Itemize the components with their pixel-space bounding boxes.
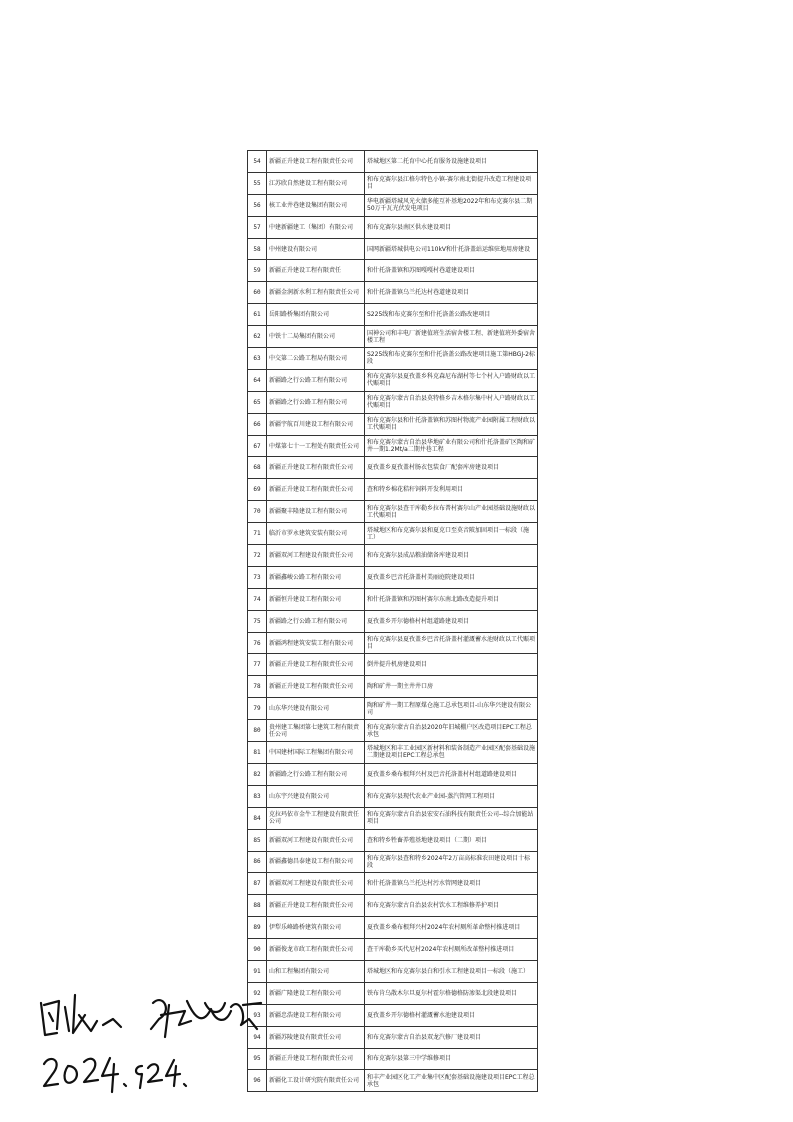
table-row: [248, 216, 538, 238]
company-name: 新疆正升建设工程有限责任公司: [267, 1048, 365, 1070]
table-row: [248, 194, 538, 216]
table-row: [248, 238, 538, 260]
project-name: 和布克赛尔县成品粮油储备库建设项目: [365, 545, 538, 567]
project-name: 和布克赛尔县查干库勒乡拉布普村赛尔山产业园基础设施财政以工代赈项目: [365, 501, 538, 523]
project-name: 和布克赛尔县江格尔特色小镇-赛尔南北街提升改造工程建设项目: [365, 172, 538, 194]
project-name: 和布克赛尔蒙古自治县莫特格乡吉木格尔集中村入户路财政以工代赈项目: [365, 391, 538, 413]
company-name: 新疆忠浩建设工程有限公司: [267, 1004, 365, 1026]
table-row: [248, 982, 538, 1004]
project-name: 查干库勒乡买代尼村2024年农村厕所改革整村推进项目: [365, 939, 538, 961]
company-name: 伊犁乐峰路桥建筑有限公司: [267, 917, 365, 939]
row-number: 78: [248, 676, 267, 698]
row-number: 79: [248, 698, 267, 720]
handwritten-signature: [35, 985, 275, 1045]
row-number: 80: [248, 720, 267, 742]
project-name: 查和特乡棉花秸秆饲料开发利用项目: [365, 479, 538, 501]
project-table: [247, 150, 538, 1092]
project-name: 和布克赛尔蒙古自治县2020年旧城棚户区改造项目EPC工程总承包: [365, 720, 538, 742]
project-name: 和布克赛尔县查和特乡2024年2万亩高标准农田建设项目十标段: [365, 851, 538, 873]
table-row: [248, 304, 538, 326]
row-number: 96: [248, 1070, 267, 1092]
table-row: [248, 720, 538, 742]
project-name: 和什托洛盖镇乌兰托达村巷道建设项目: [365, 282, 538, 304]
project-name: 和布克赛尔县南区供水建设项目: [365, 216, 538, 238]
table-row: [248, 501, 538, 523]
table-row: [248, 391, 538, 413]
project-name: 华电新疆塔城风光火储多能互补基地2022年和布克赛尔县二期50万千瓦光伏发电项目: [365, 194, 538, 216]
company-name: 新疆正升建设工程有限责任公司: [267, 676, 365, 698]
row-number: 62: [248, 326, 267, 348]
row-number: 94: [248, 1026, 267, 1048]
company-name: 中铁十二局集团有限公司: [267, 326, 365, 348]
company-name: 中煤第七十一工程处有限责任公司: [267, 435, 365, 457]
table-row: [248, 1048, 538, 1070]
company-name: 新疆正升建设工程有限责任公司: [267, 457, 365, 479]
project-name: 和布克赛尔蒙古自治县农村饮水工程维修养护项目: [365, 895, 538, 917]
table-row: [248, 566, 538, 588]
company-name: 中州建设有限公司: [267, 238, 365, 260]
table-row: [248, 851, 538, 873]
project-name: 和布克赛尔县夏孜盖乡巴音托洛盖村灌溉蓄水池财政以工代赈项目: [365, 632, 538, 654]
table-row: [248, 282, 538, 304]
project-name: 和丰产业园区化工产业集中区配套基础设施建设项目EPC工程总承包: [365, 1070, 538, 1092]
company-name: 新疆俊龙市政工程有限责任公司: [267, 939, 365, 961]
project-name: 和什托洛盖镇乌兰托达村污水管网建设项目: [365, 873, 538, 895]
project-name: S225线和布克赛尔至和什托洛盖公路改建项目施工第HBGJ-2标段: [365, 348, 538, 370]
company-name: 贵州建工集团第七建筑工程有限责任公司: [267, 720, 365, 742]
project-name: 夏孜盖乡桑布根拜兴村及巴音托洛盖村村组道路建设项目: [365, 763, 538, 785]
row-number: 91: [248, 960, 267, 982]
row-number: 70: [248, 501, 267, 523]
project-name: 和布克赛尔蒙古自治县宏安石油科技有限责任公司--综合加能站项目: [365, 807, 538, 829]
row-number: 86: [248, 851, 267, 873]
company-name: 山东宇兴建设有限公司: [267, 785, 365, 807]
row-number: 83: [248, 785, 267, 807]
project-name: 夏孜盖乡开尔德格村村组道路建设项目: [365, 610, 538, 632]
company-name: 新疆正升建设工程有限责任公司: [267, 654, 365, 676]
table-row: [248, 807, 538, 829]
row-number: 95: [248, 1048, 267, 1070]
row-number: 56: [248, 194, 267, 216]
company-name: 江苏欣自然建设工程有限公司: [267, 172, 365, 194]
row-number: 74: [248, 588, 267, 610]
signature-strokes: [35, 985, 275, 1045]
project-name: 塔城地区第二托育中心托育服务设施建设项目: [365, 151, 538, 173]
company-name: 新疆路之行公路工程有限公司: [267, 610, 365, 632]
table-row: [248, 698, 538, 720]
table-row: [248, 873, 538, 895]
row-number: 87: [248, 873, 267, 895]
row-number: 69: [248, 479, 267, 501]
project-name: 和布克赛尔蒙古自治县华地矿业有限公司和什托洛盖矿区陶和矿井一期1.2Mt/a二期井巷工程: [365, 435, 538, 457]
table-row: [248, 654, 538, 676]
table-row: [248, 348, 538, 370]
project-name: 和布克赛尔县第三中学维修项目: [365, 1048, 538, 1070]
company-name: 新疆恒升建设工程有限公司: [267, 588, 365, 610]
company-name: 新疆鸿程建筑安装工程有限公司: [267, 632, 365, 654]
table-row: [248, 457, 538, 479]
row-number: 54: [248, 151, 267, 173]
table-row: [248, 1026, 538, 1048]
project-name: 塔城地区和布克赛尔县白和引水工程建设项目一标段（施工）: [365, 960, 538, 982]
company-name: 新疆广隆建设工程有限公司: [267, 982, 365, 1004]
row-number: 61: [248, 304, 267, 326]
row-number: 82: [248, 763, 267, 785]
company-name: 新疆鑫德昌泰建设工程有限公司: [267, 851, 365, 873]
table-row: [248, 172, 538, 194]
project-name: 夏孜盖乡桑布根拜兴村2024年农村厕所革命整村推进项目: [365, 917, 538, 939]
row-number: 65: [248, 391, 267, 413]
table-row: [248, 632, 538, 654]
project-name: 陶和矿井一期主井井口房: [365, 676, 538, 698]
table-row: [248, 1070, 538, 1092]
table-row: [248, 260, 538, 282]
table-row: [248, 1004, 538, 1026]
table-row: [248, 939, 538, 961]
company-name: 新疆路之行公路工程有限公司: [267, 369, 365, 391]
company-name: 新疆苏陵建设有限责任公司: [267, 1026, 365, 1048]
project-name: 和布克赛尔县现代农业产业园-蒸汽管网工程项目: [365, 785, 538, 807]
project-name: 夏孜盖乡巴音托洛盖村美丽庭院建设项目: [365, 566, 538, 588]
table-row: [248, 610, 538, 632]
project-name: 倒井提升机房建设项目: [365, 654, 538, 676]
project-name: 陶和矿井一期工程原煤仓施工总承包项目-山东华兴建设有限公司: [365, 698, 538, 720]
company-name: 新疆双河工程建设有限责任公司: [267, 829, 365, 851]
table-row: [248, 479, 538, 501]
row-number: 90: [248, 939, 267, 961]
company-name: 新疆双河工程建设有限责任公司: [267, 545, 365, 567]
table-row: [248, 151, 538, 173]
row-number: 60: [248, 282, 267, 304]
date-strokes: [40, 1050, 190, 1095]
project-name: 塔城地区和布克赛尔县和夏克口至莫音陂加固项目一标段（施工）: [365, 523, 538, 545]
company-name: 新疆正升建设工程有限责任: [267, 260, 365, 282]
company-name: 新疆正升建设工程有限责任公司: [267, 151, 365, 173]
company-name: 新疆金润新水利工程有限责任公司: [267, 282, 365, 304]
project-name: 夏孜盖乡夏孜盖村肠衣包装食厂配套库房建设项目: [365, 457, 538, 479]
project-name: 铁布肯乌散木尔旦夏尔村霍尔格德格防渗渠北段建设项目: [365, 982, 538, 1004]
company-name: 新疆宇航百川建设工程有限公司: [267, 413, 365, 435]
company-name: 新疆路之行公路工程有限公司: [267, 763, 365, 785]
company-name: 中交第二公路工程局有限公司: [267, 348, 365, 370]
table-row: [248, 763, 538, 785]
row-number: 73: [248, 566, 267, 588]
project-name: 夏孜盖乡开尔德格村灌溉蓄水池建设项目: [365, 1004, 538, 1026]
row-number: 93: [248, 1004, 267, 1026]
row-number: 71: [248, 523, 267, 545]
project-name: S225线和布克赛尔至和什托洛盖公路改建项目: [365, 304, 538, 326]
row-number: 81: [248, 742, 267, 764]
company-name: 山和工程集团有限公司: [267, 960, 365, 982]
row-number: 89: [248, 917, 267, 939]
project-name: 国网新疆塔城供电公司110kV和什托洛盖站运维驻地用房建设: [365, 238, 538, 260]
row-number: 57: [248, 216, 267, 238]
table-body: [248, 151, 538, 1092]
row-number: 59: [248, 260, 267, 282]
company-name: 中建新疆建工（集团）有限公司: [267, 216, 365, 238]
handwritten-date: [40, 1050, 190, 1095]
table-row: [248, 960, 538, 982]
table-row: [248, 545, 538, 567]
table-row: [248, 676, 538, 698]
row-number: 84: [248, 807, 267, 829]
company-name: 克拉玛依市金牛工程建设有限责任公司: [267, 807, 365, 829]
row-number: 77: [248, 654, 267, 676]
table-row: [248, 413, 538, 435]
company-name: 新疆化工设计研究院有限责任公司: [267, 1070, 365, 1092]
company-name: 新疆正升建设工程有限责任公司: [267, 895, 365, 917]
company-name: 山东华兴建设有限公司: [267, 698, 365, 720]
project-name: 和什托洛盖镇和苏图嘎嘎村巷道建设项目: [365, 260, 538, 282]
company-name: 新疆鑫峻公路工程有限公司: [267, 566, 365, 588]
project-name: 查和特乡牲畜养殖基地建设项目（二期）项目: [365, 829, 538, 851]
row-number: 75: [248, 610, 267, 632]
table-row: [248, 829, 538, 851]
table-row: [248, 588, 538, 610]
company-name: 新疆正升建设工程有限责任公司: [267, 479, 365, 501]
row-number: 67: [248, 435, 267, 457]
company-name: 新疆聚丰隆建设工程有限公司: [267, 501, 365, 523]
company-name: 新疆双河工程建设有限责任公司: [267, 873, 365, 895]
company-name: 岳阳路桥集团有限公司: [267, 304, 365, 326]
table-row: [248, 435, 538, 457]
row-number: 55: [248, 172, 267, 194]
row-number: 58: [248, 238, 267, 260]
row-number: 76: [248, 632, 267, 654]
table-row: [248, 326, 538, 348]
table-row: [248, 523, 538, 545]
company-name: 中国建材国际工程集团有限公司: [267, 742, 365, 764]
row-number: 72: [248, 545, 267, 567]
table-row: [248, 895, 538, 917]
project-name: 和什托洛盖镇和苏图村赛尔东南北路改造提升项目: [365, 588, 538, 610]
project-name: 和布克赛尔蒙古自治县双龙汽修厂建设项目: [365, 1026, 538, 1048]
row-number: 64: [248, 369, 267, 391]
row-number: 68: [248, 457, 267, 479]
project-name: 和布克赛尔县和什托洛盖镇和苏图村物流产业园附属工程财政以工代赈项目: [365, 413, 538, 435]
company-name: 核工业井巷建设集团有限公司: [267, 194, 365, 216]
table-row: [248, 742, 538, 764]
project-name: 塔城地区和丰工业园区新材料和装备制造产业园区配套基础设施二期建设项目EPC工程总承包: [365, 742, 538, 764]
row-number: 63: [248, 348, 267, 370]
table-row: [248, 369, 538, 391]
company-name: 临沂市罗永建筑安装有限公司: [267, 523, 365, 545]
row-number: 85: [248, 829, 267, 851]
table-row: [248, 785, 538, 807]
row-number: 88: [248, 895, 267, 917]
company-name: 新疆路之行公路工程有限公司: [267, 391, 365, 413]
table-row: [248, 917, 538, 939]
project-name: 国神公司和丰电厂新建值班生活宿舍楼工程、新建值班外委宿舍楼工程: [365, 326, 538, 348]
project-name: 和布克赛尔县夏孜盖乡科克森尼布湖村等七个村入户路财政以工代赈项目: [365, 369, 538, 391]
row-number: 92: [248, 982, 267, 1004]
row-number: 66: [248, 413, 267, 435]
